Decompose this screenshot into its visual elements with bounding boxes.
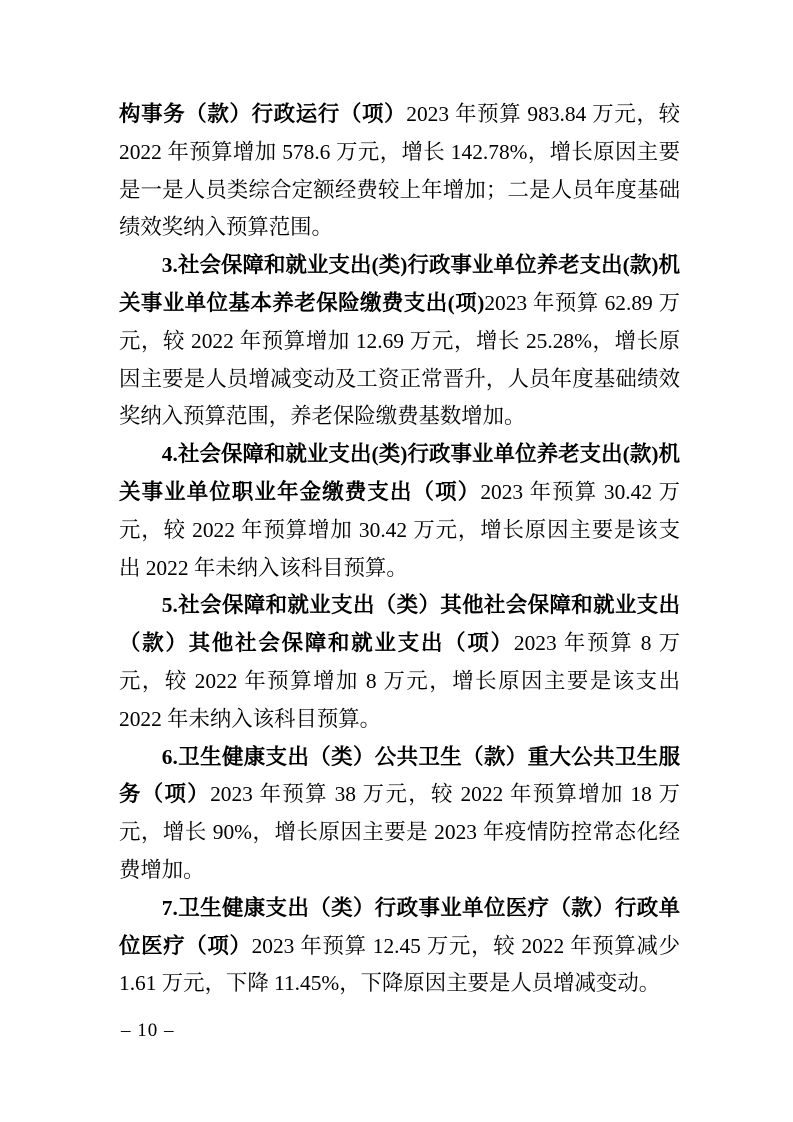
paragraph-item-4 [119, 436, 680, 587]
paragraph-item-5 [119, 587, 680, 738]
paragraph-continuation [119, 96, 680, 247]
budget-item-text: 2023 年预算 983.84 万元，较 2022 年预算增加 578.6 万元，增长 142.78%，增长原因主要是一是人员类综合定额经费较上年增加；二是人员年度基础绩效奖纳入预算范围。 [119, 102, 680, 240]
paragraph-item-3 [119, 247, 680, 436]
budget-item-heading: 3.社会保障和就业支出(类)行政事业单位养老支出(款)机关事业单位基本养老保险缴费支出(项) [119, 253, 680, 315]
budget-item-heading: 6.卫生健康支出（类）公共卫生（款）重大公共卫生服务（项） [119, 744, 680, 807]
paragraph-item-7 [119, 890, 680, 1003]
budget-item-heading: 5.社会保障和就业支出（类）其他社会保障和就业支出（款）其他社会保障和就业支出（项） [119, 593, 680, 656]
budget-item-text: 2023 年预算 30.42 万元，较 2022 年预算增加 30.42 万元，增长原因主要是该支出 2022 年未纳入该科目预算。 [119, 479, 680, 580]
budget-item-heading: 7.卫生健康支出（类）行政事业单位医疗（款）行政单位医疗（项） [119, 895, 680, 958]
budget-item-text: 2023 年预算 38 万元，较 2022 年预算增加 18 万元，增长 90%，增长原因主要是 2023 年疫情防控常态化经费增加。 [119, 782, 680, 882]
page-number: – 10 – [121, 1020, 175, 1041]
budget-item-text: 2023 年预算 8 万元，较 2022 年预算增加 8 万元，增长原因主要是该支出 2022 年未纳入该科目预算。 [119, 631, 680, 731]
document-body [119, 96, 680, 1003]
budget-item-heading: 构事务（款）行政运行（项） [119, 102, 407, 126]
budget-item-heading: 4.社会保障和就业支出(类)行政事业单位养老支出(款)机关事业单位职业年金缴费支出（项） [119, 442, 680, 504]
paragraph-item-6 [119, 739, 680, 890]
budget-item-text: 2023 年预算 62.89 万元，较 2022 年预算增加 12.69 万元，增长 25.28%，增长原因主要是人员增减变动及工资正常晋升，人员年度基础绩效奖纳入预算范围，养老保险缴费基数增加。 [119, 290, 680, 429]
budget-item-text: 2023 年预算 12.45 万元，较 2022 年预算减少 1.61 万元，下降 11.45%，下降原因主要是人员增减变动。 [119, 933, 680, 996]
